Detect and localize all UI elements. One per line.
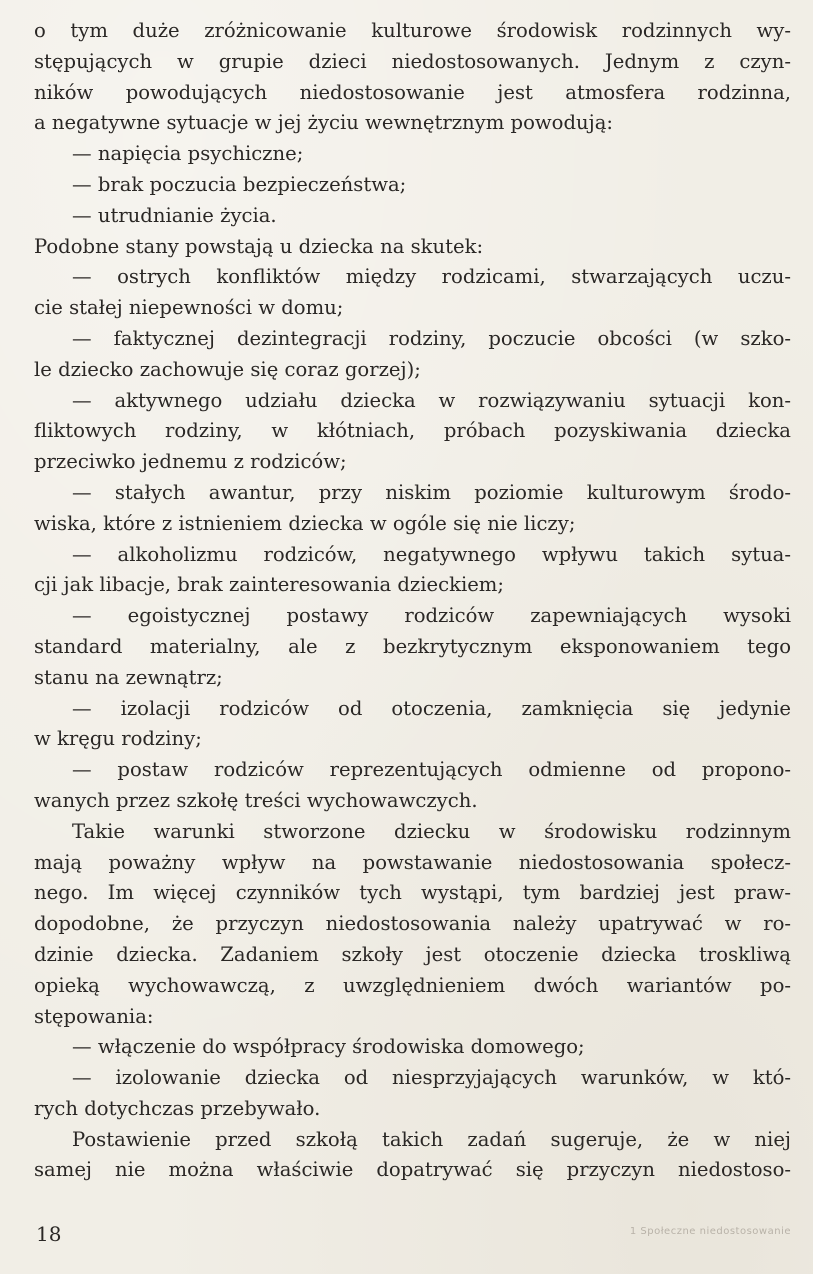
- list-item: — egoistycznej postawy rodziców zapewniających wysoki: [72, 604, 791, 628]
- body-text: [34, 16, 791, 1186]
- text-line: nego. Im więcej czynników tych wystąpi, tym bardziej jest praw-: [34, 881, 791, 905]
- text-line: wanych przez szkołę treści wychowawczych.: [34, 788, 478, 812]
- text-line: samej nie można właściwie dopatrywać się przyczyn niedostoso-: [34, 1158, 791, 1182]
- text-line: standard materialny, ale z bezkrytycznym eksponowaniem tego: [34, 634, 791, 658]
- list-item: — faktycznej dezintegracji rodziny, poczucie obcości (w szko-: [72, 326, 791, 350]
- text-line: opieką wychowawczą, z uwzględnieniem dwóch wariantów po-: [34, 973, 791, 997]
- text-line: w kręgu rodziny;: [34, 727, 202, 751]
- text-line: Podobne stany powstają u dziecka na skutek:: [34, 234, 484, 258]
- text-line: cie stałej niepewności w domu;: [34, 296, 344, 320]
- list-item: — postaw rodziców reprezentujących odmienne od propono-: [72, 758, 791, 782]
- text-line: stępowania:: [34, 1004, 154, 1028]
- text-line: o tym duże zróżnicowanie kulturowe środowisk rodzinnych wy-: [34, 19, 791, 42]
- text-line: przeciwko jednemu z rodziców;: [34, 450, 347, 474]
- footer-mark: 1 Społeczne niedostosowanie: [629, 1226, 791, 1237]
- text-line: fliktowych rodziny, w kłótniach, próbach pozyskiwania dziecka: [34, 419, 791, 443]
- list-item: — alkoholizmu rodziców, negatywnego wpływu takich sytua-: [72, 542, 791, 566]
- text-line: cji jak libacje, brak zainteresowania dzieckiem;: [34, 573, 504, 597]
- text-line: dzinie dziecka. Zadaniem szkoły jest otoczenie dziecka troskliwą: [34, 942, 791, 966]
- text-line: wiska, które z istnieniem dziecka w ogóle się nie liczy;: [34, 511, 576, 535]
- text-line: stanu na zewnątrz;: [34, 665, 223, 689]
- list-item: — izolacji rodziców od otoczenia, zamknięcia się jedynie: [72, 696, 791, 720]
- paragraph-start: Postawienie przed szkołą takich zadań sugeruje, że w niej: [72, 1127, 791, 1151]
- list-item: — napięcia psychiczne;: [72, 142, 304, 166]
- text-line: stępujących w grupie dzieci niedostosowanych. Jednym z czyn-: [34, 49, 791, 73]
- list-item: — izolowanie dziecka od niesprzyjających warunków, w któ-: [72, 1066, 791, 1090]
- text-line: ników powodujących niedostosowanie jest atmosfera rodzinna,: [34, 80, 791, 104]
- text-line: rych dotychczas przebywało.: [34, 1096, 321, 1120]
- list-item: — włączenie do współpracy środowiska domowego;: [72, 1035, 585, 1059]
- list-item: — aktywnego udziału dziecka w rozwiązywaniu sytuacji kon-: [72, 388, 791, 412]
- list-item: — stałych awantur, przy niskim poziomie kulturowym środo-: [72, 480, 791, 504]
- list-item: — brak poczucia bezpieczeństwa;: [72, 172, 407, 196]
- text-line: mają poważny wpływ na powstawanie niedostosowania społecz-: [34, 850, 791, 874]
- text-line: le dziecko zachowuje się coraz gorzej);: [34, 357, 421, 381]
- page-number: 18: [36, 1222, 62, 1246]
- text-line: dopodobne, że przyczyn niedostosowania należy upatrywać w ro-: [34, 912, 791, 936]
- list-item: — utrudnianie życia.: [72, 203, 277, 227]
- list-item: — ostrych konfliktów między rodzicami, stwarzających uczu-: [72, 265, 791, 289]
- paragraph-start: Takie warunki stworzone dziecku w środowisku rodzinnym: [72, 819, 791, 843]
- text-line: a negatywne sytuacje w jej życiu wewnętrznym powodują:: [34, 111, 613, 135]
